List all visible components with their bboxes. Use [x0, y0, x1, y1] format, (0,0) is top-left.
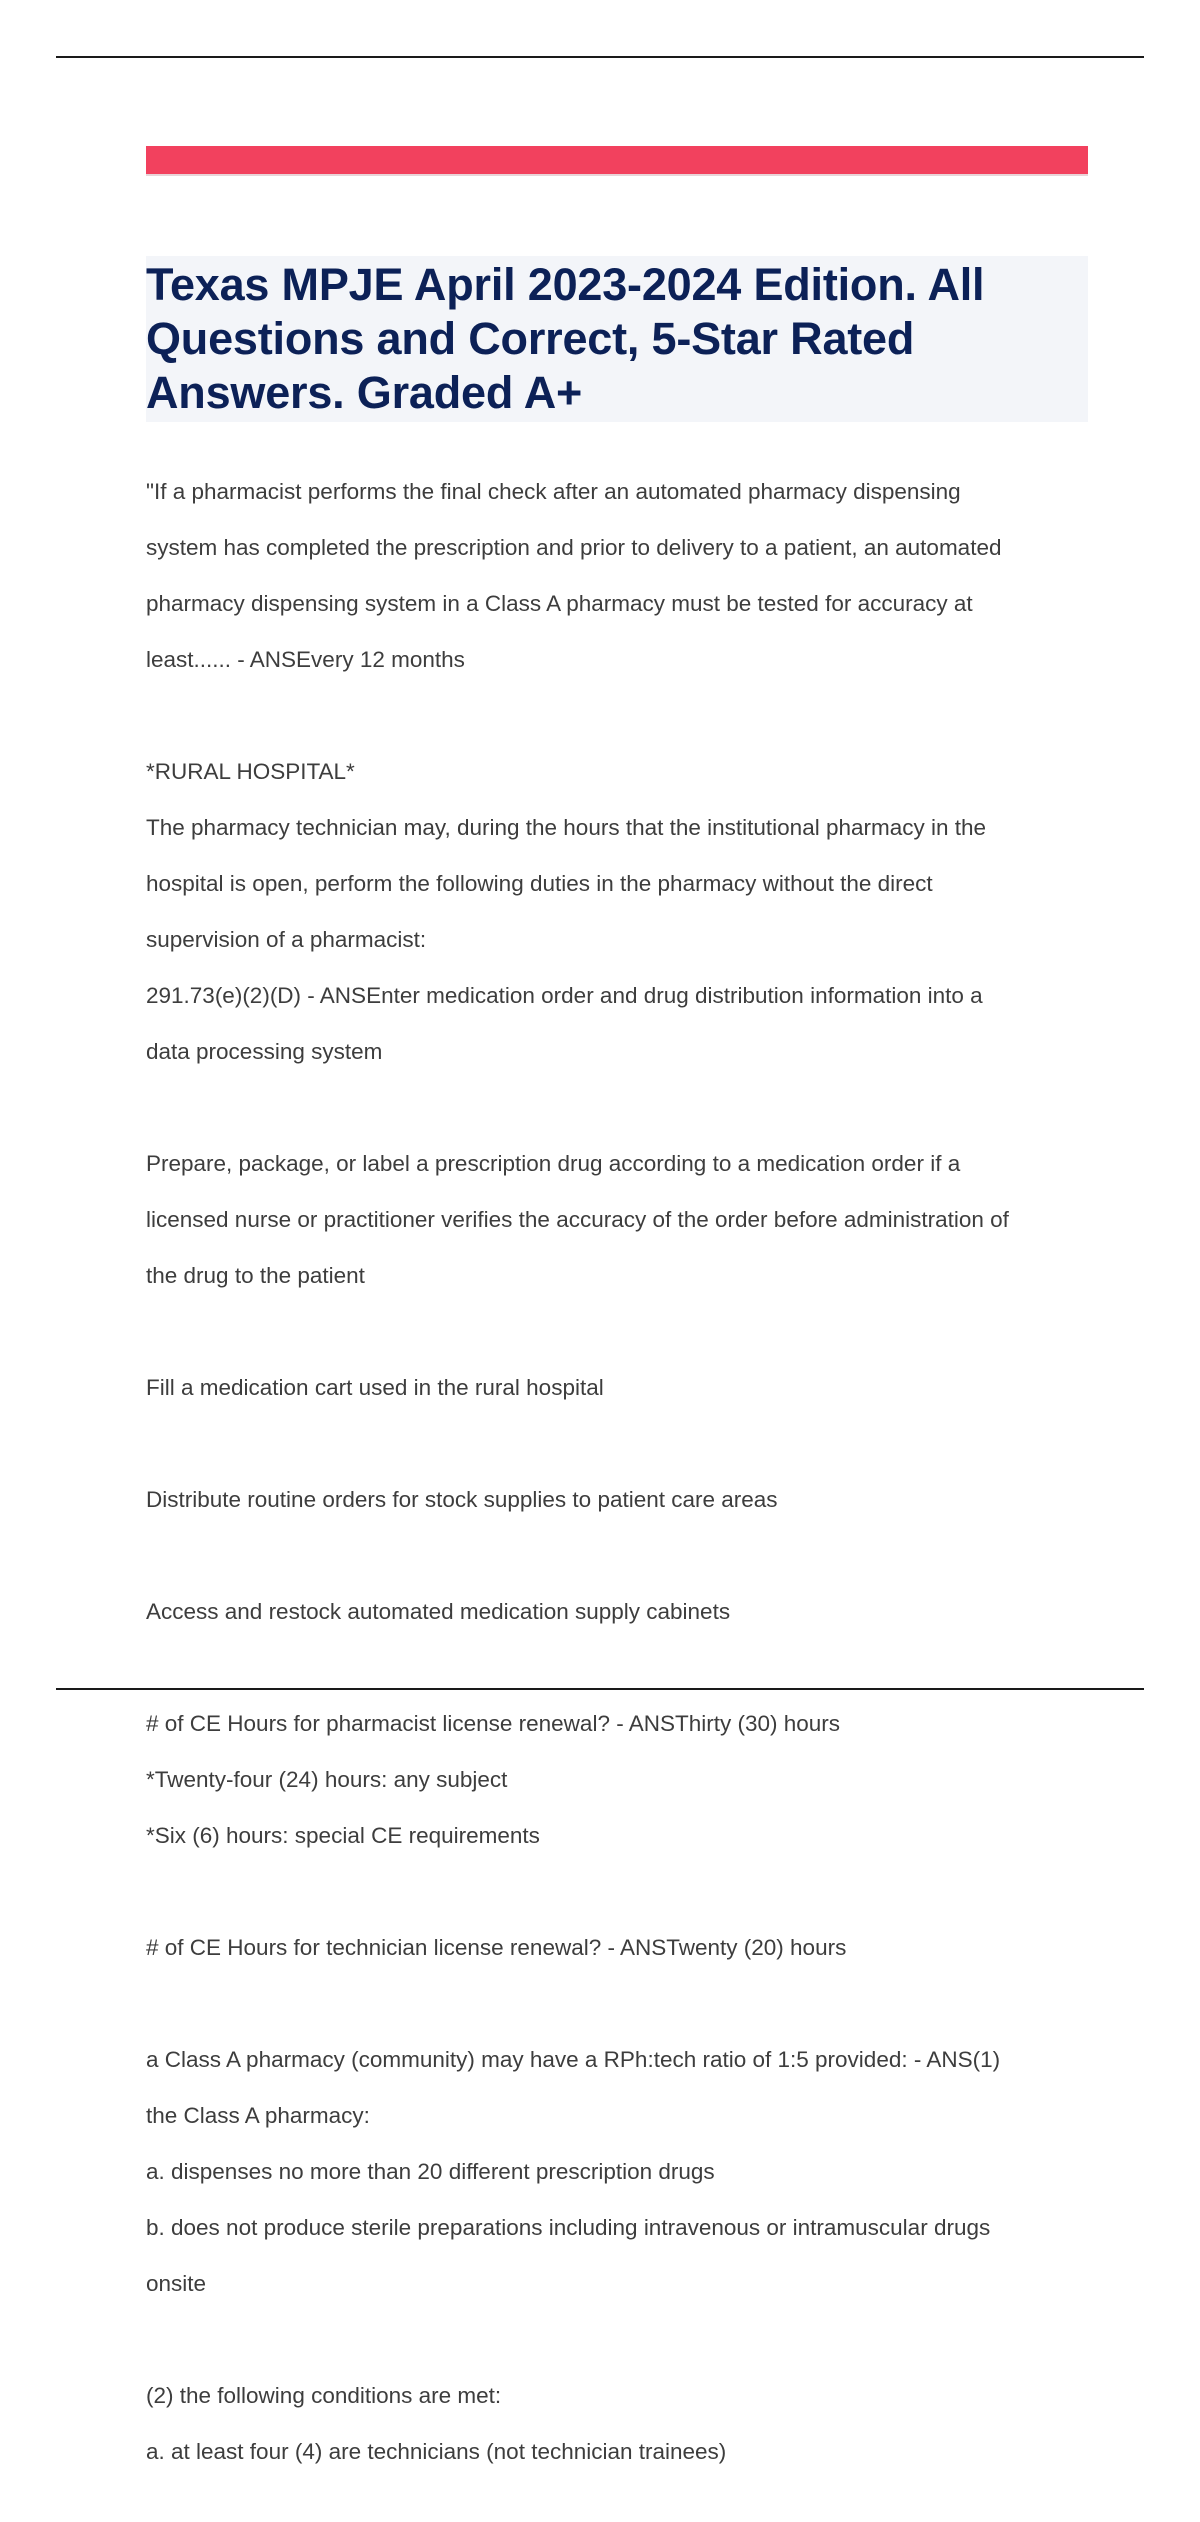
paragraph-5	[146, 1458, 1088, 1542]
text-line: 291.73(e)(2)(D) - ANSEnter medication order and drug distribution information into a	[146, 983, 983, 1008]
top-rule	[56, 56, 1144, 58]
text-line: *Twenty-four (24) hours: any subject	[146, 1767, 508, 1792]
paragraph-8	[146, 1906, 1088, 1990]
paragraph-4	[146, 1346, 1088, 1430]
document-title: Texas MPJE April 2023-2024 Edition. All Questions and Correct, 5-Star Rated Answers. Graded A+	[146, 259, 985, 418]
paragraph-3	[146, 1122, 1088, 1318]
text-line: The pharmacy technician may, during the hours that the institutional pharmacy in the	[146, 815, 987, 840]
text-line: Prepare, package, or label a prescription drug according to a medication order if a	[146, 1151, 961, 1176]
text-line: hospital is open, perform the following duties in the pharmacy without the direct	[146, 871, 933, 896]
text-line: a. dispenses no more than 20 different prescription drugs	[146, 2159, 715, 2184]
paragraph-7	[146, 1682, 1088, 1878]
text-line: Distribute routine orders for stock supplies to patient care areas	[146, 1487, 778, 1512]
text-line: the drug to the patient	[146, 1263, 365, 1288]
text-line: (2) the following conditions are met:	[146, 2383, 502, 2408]
paragraph-1	[146, 450, 1088, 702]
text-line: # of CE Hours for technician license renewal? - ANSTwenty (20) hours	[146, 1935, 847, 1960]
paragraph-6	[146, 1570, 1088, 1654]
text-line: supervision of a pharmacist:	[146, 927, 427, 952]
document-body	[146, 450, 1088, 2522]
paragraph-2	[146, 730, 1088, 1094]
text-line: Fill a medication cart used in the rural hospital	[146, 1375, 604, 1400]
paragraph-9	[146, 2018, 1088, 2326]
text-line: "If a pharmacist performs the final check after an automated pharmacy dispensing	[146, 479, 961, 504]
text-line: a Class A pharmacy (community) may have a RPh:tech ratio of 1:5 provided: - ANS(1)	[146, 2047, 1001, 2072]
accent-bar	[146, 146, 1088, 176]
text-line: a. at least four (4) are technicians (not technician trainees)	[146, 2439, 727, 2464]
text-line: # of CE Hours for pharmacist license renewal? - ANSThirty (30) hours	[146, 1711, 841, 1736]
text-line: licensed nurse or practitioner verifies the accuracy of the order before administration of	[146, 1207, 1009, 1232]
text-line: b. does not produce sterile preparations including intravenous or intramuscular drugs	[146, 2215, 991, 2240]
text-line: Access and restock automated medication supply cabinets	[146, 1599, 731, 1624]
text-line: the Class A pharmacy:	[146, 2103, 370, 2128]
bottom-rule	[56, 1688, 1144, 1690]
text-line: onsite	[146, 2271, 207, 2296]
text-line: least...... - ANSEvery 12 months	[146, 647, 465, 672]
text-line: *Six (6) hours: special CE requirements	[146, 1823, 540, 1848]
text-line: pharmacy dispensing system in a Class A pharmacy must be tested for accuracy at	[146, 591, 973, 616]
paragraph-10	[146, 2354, 1088, 2494]
text-line: *RURAL HOSPITAL*	[146, 759, 355, 784]
text-line: data processing system	[146, 1039, 383, 1064]
text-line: system has completed the prescription and prior to delivery to a patient, an automated	[146, 535, 1002, 560]
title-box	[146, 256, 1088, 422]
